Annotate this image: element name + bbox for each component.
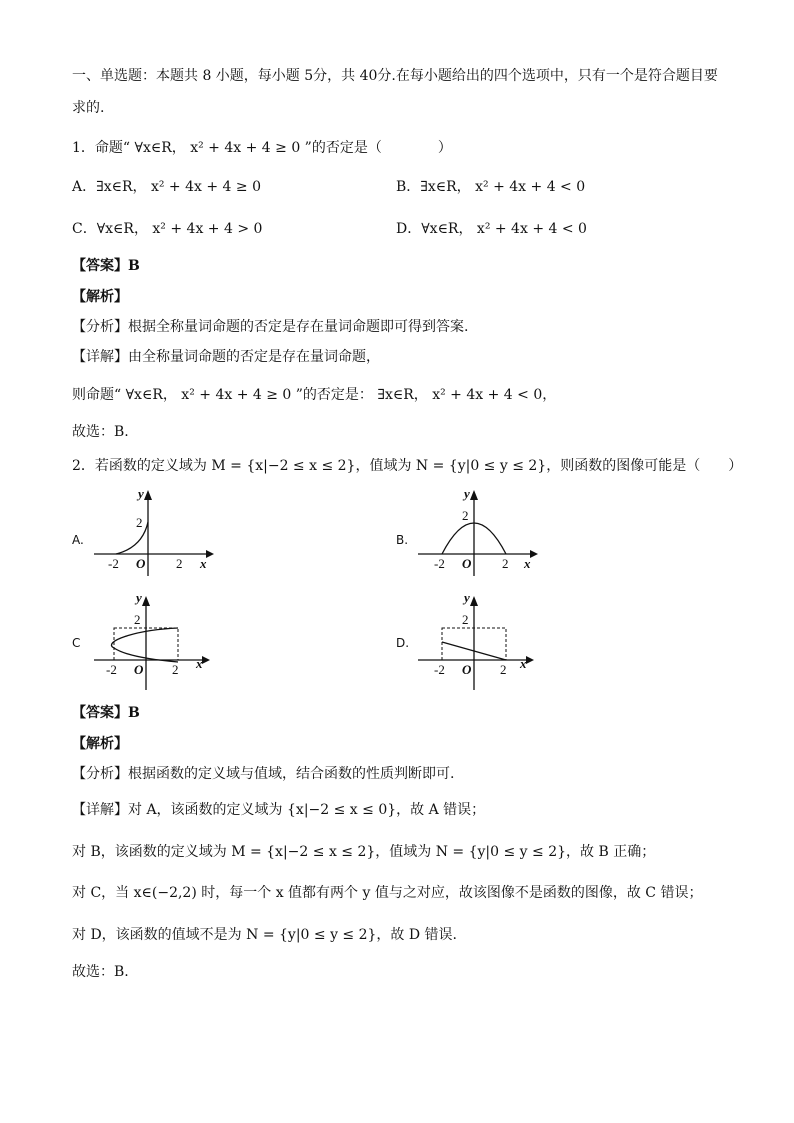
origin-label: O xyxy=(136,556,146,571)
q2-option-c-label: C xyxy=(72,636,81,650)
x-axis-arrow xyxy=(202,656,210,664)
graph-c-curve xyxy=(111,628,178,662)
q1-fenxi: 【分析】根据全称量词命题的否定是存在量词命题即可得到答案. xyxy=(72,319,469,335)
q1-answer: 【答案】B xyxy=(72,258,140,274)
q2-answer: 【答案】B xyxy=(72,705,140,721)
q2-detail-c: 对 C，当 x∈(−2,2) 时，每一个 x 值都有两个 y 值与之对应，故该图像不是函数的图像，故 C 错误； xyxy=(72,885,703,901)
x-axis-arrow xyxy=(530,550,538,558)
origin-label: O xyxy=(462,556,472,571)
tick-2-x: 2 xyxy=(172,662,179,677)
y-axis-arrow xyxy=(142,596,150,606)
x-axis-arrow xyxy=(206,550,214,558)
q1-option-d: D．∀x∈R， x² + 4x + 4 < 0 xyxy=(396,221,587,237)
q1-stem: 1．命题“ ∀x∈R， x² + 4x + 4 ≥ 0 ”的否定是（ ） xyxy=(72,140,452,156)
q2-jiexi: 【解析】 xyxy=(72,736,128,752)
q2-detail-d: 对 D，该函数的值域不是为 N = {y|0 ≤ y ≤ 2}，故 D 错误. xyxy=(72,927,458,943)
tick-neg2: -2 xyxy=(434,556,445,571)
origin-label: O xyxy=(462,662,472,677)
q1-option-c: C．∀x∈R， x² + 4x + 4 > 0 xyxy=(72,221,263,237)
y-axis-arrow xyxy=(470,596,478,606)
tick-2-x: 2 xyxy=(500,662,507,677)
q1-option-b: B．∃x∈R， x² + 4x + 4 < 0 xyxy=(396,179,586,195)
q2-detail-b: 对 B，该函数的定义域为 M = {x|−2 ≤ x ≤ 2}，值域为 N = {y|0 ≤ y ≤ 2}，故 B 正确； xyxy=(72,844,656,860)
tick-2-y: 2 xyxy=(462,612,469,627)
q1-xiangjie: 【详解】由全称量词命题的否定是存在量词命题， xyxy=(72,349,380,365)
y-label: y xyxy=(136,590,142,605)
x-label: x xyxy=(520,656,527,671)
tick-neg2: -2 xyxy=(108,556,119,571)
origin-label: O xyxy=(134,662,144,677)
q2-fenxi: 【分析】根据函数的定义域与值域，结合函数的性质判断即可. xyxy=(72,766,455,782)
y-label: y xyxy=(464,590,470,605)
y-label: y xyxy=(464,486,470,501)
x-axis-arrow xyxy=(526,656,534,664)
tick-neg2: -2 xyxy=(106,662,117,677)
tick-2-x: 2 xyxy=(502,556,509,571)
q1-option-a: A．∃x∈R， x² + 4x + 4 ≥ 0 xyxy=(72,179,261,195)
x-label: x xyxy=(200,556,207,571)
section-header-line-2: 求的. xyxy=(72,100,105,116)
y-axis-arrow xyxy=(144,490,152,500)
q2-stem: 2．若函数的定义域为 M = {x|−2 ≤ x ≤ 2}，值域为 N = {y|0 ≤ y ≤ 2}，则函数的图像可能是（ ） xyxy=(72,458,743,474)
graph-a-curve xyxy=(116,522,148,554)
graph-b xyxy=(418,486,538,576)
q2-option-d-label: D. xyxy=(396,636,410,650)
graph-c xyxy=(94,590,214,690)
x-label: x xyxy=(196,656,203,671)
tick-2-y: 2 xyxy=(136,515,143,530)
y-label: y xyxy=(138,486,144,501)
tick-neg2: -2 xyxy=(434,662,445,677)
q2-option-b-label: B. xyxy=(396,533,409,547)
tick-2-y: 2 xyxy=(462,508,469,523)
section-header-line-1: 一、单选题：本题共 8 小题，每小题 5分，共 40分.在每小题给出的四个选项中，只有一个是符合题目要 xyxy=(72,68,718,84)
x-label: x xyxy=(524,556,531,571)
graph-d xyxy=(418,590,538,690)
tick-2-y: 2 xyxy=(134,612,141,627)
q2-detail-a: 【详解】对 A，该函数的定义域为 {x|−2 ≤ x ≤ 0}，故 A 错误； xyxy=(72,802,486,818)
y-axis-arrow xyxy=(470,490,478,500)
q1-conclusion: 故选：B. xyxy=(72,424,129,440)
q2-conclusion: 故选：B. xyxy=(72,964,129,980)
q1-negation: 则命题“ ∀x∈R， x² + 4x + 4 ≥ 0 ”的否定是： ∃x∈R， x² + 4x + 4 < 0， xyxy=(72,387,557,403)
tick-2-x: 2 xyxy=(176,556,183,571)
graph-a xyxy=(94,486,214,576)
q1-jiexi: 【解析】 xyxy=(72,289,128,305)
q2-option-a-label: A. xyxy=(72,533,84,547)
